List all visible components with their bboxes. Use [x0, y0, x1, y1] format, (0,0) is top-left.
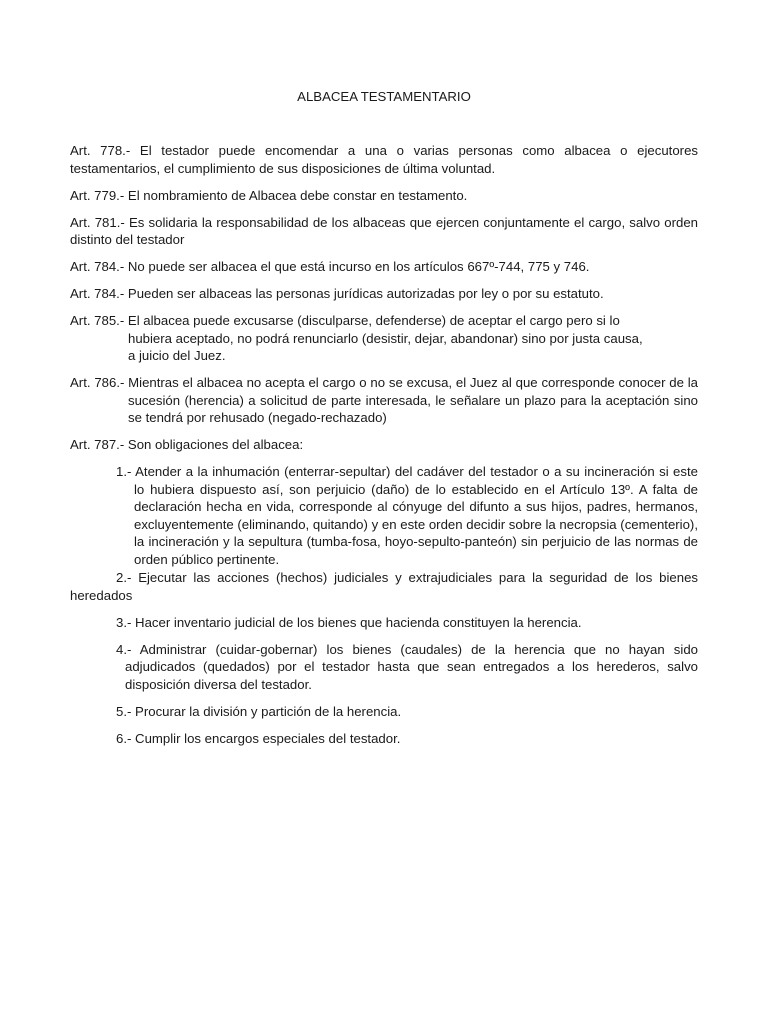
obligation-item-1: 1.- Atender a la inhumación (enterrar-sepultar) del cadáver del testador o a su incineración si este lo hubiera dispuesto así, son perjuicio (daño) de lo establecido en el Artículo 13º. A falta de declaración hecha en vida, corresponde al cónyuge del difunto a sus hijos, padres, hermanos, excluyentemente (eliminando, quitando) y en este orden decidir sobre la necropsia (cementerio), la incineración y la sepultura (tumba-fosa, hoyo-sepulto-panteón) sin perjuicio de las normas de orden público pertinente. [116, 464, 698, 567]
article-786: Art. 786.- Mientras el albacea no acepta el cargo o no se excusa, el Juez al que corresponde conocer de la sucesión (herencia) a solicitud de parte interesada, le señalare un plazo para la aceptación sino se tendrá por rehusado (negado-rechazado) [70, 375, 698, 425]
article-785: Art. 785.- El albacea puede excusarse (disculparse, defenderse) de aceptar el cargo pero si lo hubiera aceptado, no podrá renunciarlo (desistir, dejar, abandonar) sino por justa causa, a juicio del Juez. [70, 313, 643, 363]
article-784-a: Art. 784.- No puede ser albacea el que está incurso en los artículos 667º-744, 775 y 746. [70, 259, 590, 274]
obligation-item-4: 4.- Administrar (cuidar-gobernar) los bienes (caudales) de la herencia que no hayan sido adjudicados (quedados) por el testador hasta que sean entregados a los herederos, salvo disposición diversa del testador. [116, 641, 698, 692]
obligation-item-6: 6.- Cumplir los encargos especiales del testador. [116, 730, 401, 746]
obligation-item-2: 2.- Ejecutar las acciones (hechos) judiciales y extrajudiciales para la seguridad de los bienes heredados [70, 570, 698, 603]
document-title: ALBACEA TESTAMENTARIO [297, 89, 471, 104]
document-body [70, 142, 698, 757]
article-784-b: Art. 784.- Pueden ser albaceas las personas jurídicas autorizadas por ley o por su estatuto. [70, 286, 604, 301]
article-787: Art. 787.- Son obligaciones del albacea: [70, 437, 304, 452]
obligation-item-3: 3.- Hacer inventario judicial de los bienes que hacienda constituyen la herencia. [116, 614, 582, 630]
article-778: Art. 778.- El testador puede encomendar a una o varias personas como albacea o ejecutores testamentarios, el cumplimiento de sus disposiciones de última voluntad. [70, 143, 698, 176]
article-779: Art. 779.- El nombramiento de Albacea debe constar en testamento. [70, 187, 468, 203]
article-781: Art. 781.- Es solidaria la responsabilidad de los albaceas que ejercen conjuntamente el cargo, salvo orden distinto del testador [70, 214, 698, 247]
obligation-item-5: 5.- Procurar la división y partición de la herencia. [116, 703, 402, 719]
